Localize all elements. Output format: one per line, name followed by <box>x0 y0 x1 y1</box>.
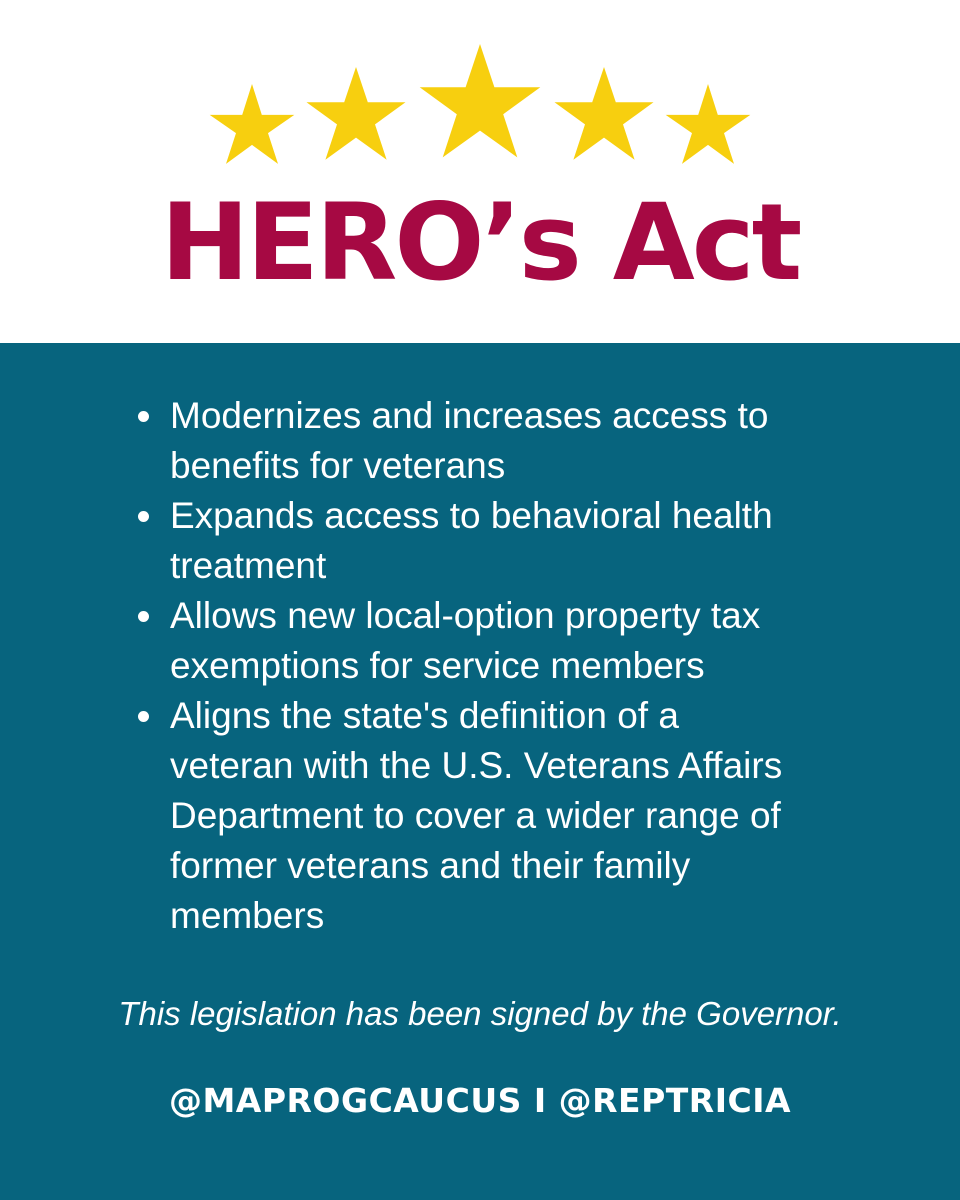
star-icon <box>666 84 751 164</box>
bullet-list <box>132 391 892 941</box>
star-rating <box>0 0 960 175</box>
list-item-line: Department to cover a wider range of <box>170 795 781 836</box>
list-item-line: Modernizes and increases access to <box>170 395 769 436</box>
bullet-icon <box>138 411 149 422</box>
content-section <box>0 343 960 1200</box>
star-icon <box>420 44 541 157</box>
page-title: HERO’s Act <box>160 181 800 304</box>
star-icon <box>210 84 295 164</box>
list-item-line: Expands access to behavioral health <box>170 495 773 536</box>
bullet-icon <box>138 611 149 622</box>
social-handles: @MAPROGCAUCUS I @REPTRICIA <box>168 1081 792 1120</box>
list-item <box>132 591 892 691</box>
list-item-line: Aligns the state's definition of a <box>170 695 679 736</box>
star-icon <box>555 67 654 160</box>
list-item <box>132 491 892 591</box>
list-item-line: benefits for veterans <box>170 445 506 486</box>
header-section <box>0 0 960 343</box>
list-item <box>132 391 892 491</box>
list-item-line: former veterans and their family <box>170 845 691 886</box>
list-item-line: members <box>170 895 325 936</box>
star-icon <box>307 67 406 160</box>
list-item-line: treatment <box>170 545 327 586</box>
list-item-line: veteran with the U.S. Veterans Affairs <box>170 745 783 786</box>
list-item-line: exemptions for service members <box>170 645 705 686</box>
signed-footnote: This legislation has been signed by the Governor. <box>118 995 842 1032</box>
bullet-icon <box>138 711 149 722</box>
list-item-line: Allows new local-option property tax <box>170 595 761 636</box>
list-item <box>132 691 892 941</box>
bullet-icon <box>138 511 149 522</box>
